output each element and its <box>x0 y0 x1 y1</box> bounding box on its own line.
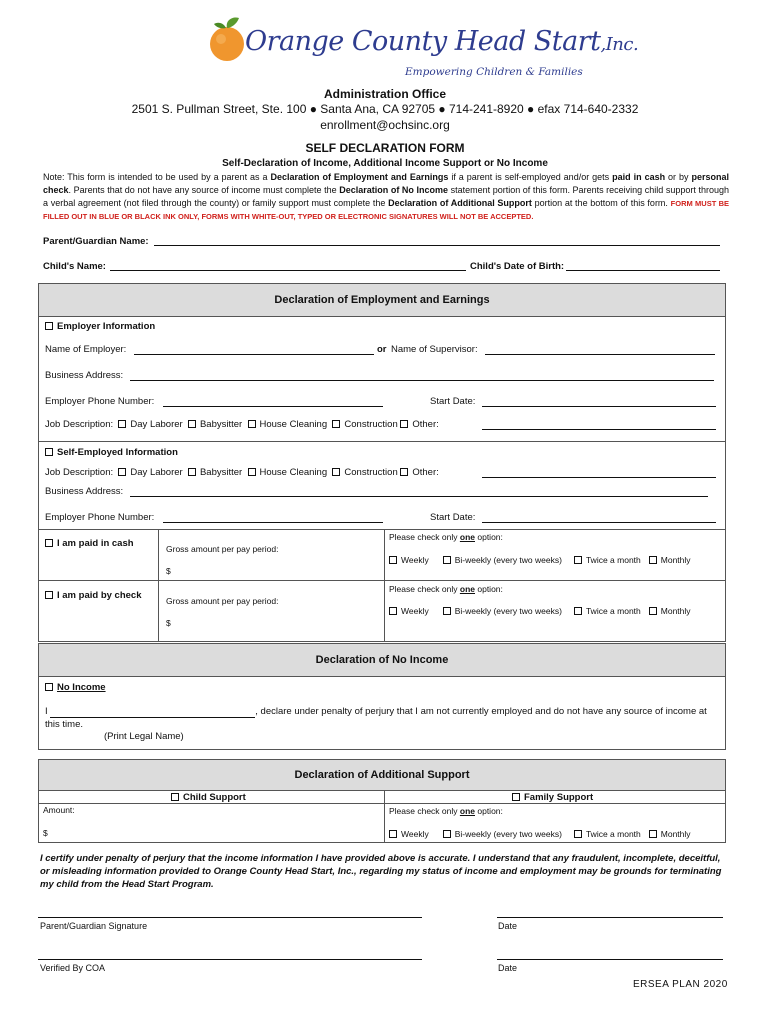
no-income-option: No Income <box>45 682 106 693</box>
start-date-label-2: Start Date: <box>430 512 476 523</box>
job-description-row-2: Job Description: Day Laborer Babysitter House Cleaning Construction Other: <box>45 467 439 478</box>
form-title: SELF DECLARATION FORM <box>305 141 465 155</box>
ink-warning: FORM MUST BE FILLED OUT IN BLUE OR BLACK INK ONLY, FORMS WITH WHITE-OUT, TYPED OR ELECTRONIC SIGNATURES WILL NOT BE ACCEPTED. <box>43 199 729 221</box>
paid-check-option: I am paid by check <box>45 590 141 601</box>
supervisor-field[interactable] <box>485 354 715 355</box>
weekly-checkbox-cash[interactable] <box>389 556 397 564</box>
form-note: Note: This form is intended to be used by a parent as a Declaration of Employment and Earnings if a parent is self-employed and/or gets paid in cash or by personal check. Parents that do not have any source of income must complete the Declaration of No Income statement portion of this form. Parents receiving child support through a verbal agreement (not filed through the county) or family support must complete the Declaration of Additional Support portion at the bottom of this form. FORM MUST BE FILLED OUT IN BLUE OR BLACK INK ONLY, FORMS WITH WHITE-OUT, TYPED OR ELECTRONIC SIGNATURES WILL NOT BE ACCEPTED. <box>43 172 729 221</box>
babysitter-checkbox[interactable] <box>188 420 196 428</box>
employer-phone-label: Employer Phone Number: <box>45 396 155 407</box>
child-dob-field[interactable] <box>566 270 720 271</box>
business-address-label: Business Address: <box>45 370 124 381</box>
business-address-label-2: Business Address: <box>45 486 124 497</box>
house-cleaning-checkbox-2[interactable] <box>248 468 256 476</box>
other-checkbox-2[interactable] <box>400 468 408 476</box>
gross-label-check: Gross amount per pay period: <box>166 596 279 606</box>
employer-info-checkbox[interactable] <box>45 322 53 330</box>
date-field-1[interactable] <box>497 917 723 918</box>
parent-signature-label: Parent/Guardian Signature <box>40 921 148 931</box>
business-address-field-2[interactable] <box>130 496 708 497</box>
twice-month-checkbox-cash[interactable] <box>574 556 582 564</box>
other-checkbox[interactable] <box>400 420 408 428</box>
certification-statement: I certify under penalty of perjury that the income information I have provided above is accurate. I understand that any fraudulent, incomplete, deceitful, or misleading information provided to Orange County Head Start, Inc., regarding my status of income and employment may be grounds for terminating my child from the Head Start Program. <box>40 853 722 890</box>
construction-checkbox-2[interactable] <box>332 468 340 476</box>
frequency-cash: Weekly Bi-weekly (every two weeks) Twice a month Monthly <box>389 555 724 565</box>
footer-plan: ERSEA PLAN 2020 <box>633 979 728 990</box>
child-support-checkbox[interactable] <box>171 793 179 801</box>
biweekly-checkbox-support[interactable] <box>443 830 451 838</box>
legal-name-field[interactable] <box>50 708 255 718</box>
check-one-cash: Please check only one option: <box>389 532 503 542</box>
employer-phone-field[interactable] <box>163 406 383 407</box>
employer-name-field[interactable] <box>134 354 374 355</box>
parent-signature-field[interactable] <box>38 917 422 918</box>
parent-name-label: Parent/Guardian Name: <box>43 236 149 247</box>
start-date-field-2[interactable] <box>482 522 716 523</box>
child-name-field[interactable] <box>110 270 466 271</box>
other-job-field-2[interactable] <box>482 477 716 478</box>
paid-cash-checkbox[interactable] <box>45 539 53 547</box>
date-field-2[interactable] <box>497 959 723 960</box>
verified-by-label: Verified By COA <box>40 963 106 973</box>
frequency-support: Weekly Bi-weekly (every two weeks) Twice a month Monthly <box>389 829 724 839</box>
office-email: enrollment@ochsinc.org <box>320 118 450 132</box>
no-income-checkbox[interactable] <box>45 683 53 691</box>
day-laborer-checkbox[interactable] <box>118 420 126 428</box>
child-name-label: Child's Name: <box>43 261 106 272</box>
babysitter-checkbox-2[interactable] <box>188 468 196 476</box>
start-date-field[interactable] <box>482 406 716 407</box>
start-date-label: Start Date: <box>430 396 476 407</box>
employer-name-label: Name of Employer: <box>45 344 127 355</box>
weekly-checkbox-support[interactable] <box>389 830 397 838</box>
employer-phone-field-2[interactable] <box>163 522 383 523</box>
supervisor-label: Name of Supervisor: <box>391 344 478 355</box>
other-job-field[interactable] <box>482 429 716 430</box>
office-title: Administration Office <box>323 87 446 101</box>
family-support-option: Family Support <box>512 792 593 803</box>
employer-phone-label-2: Employer Phone Number: <box>45 512 155 523</box>
company-logo <box>205 14 639 84</box>
dollar-cash: $ <box>166 566 171 576</box>
logo-brand-text: Orange County Head Start,Inc. <box>245 26 639 57</box>
orange-logo-icon <box>205 14 249 64</box>
verified-by-field[interactable] <box>38 959 422 960</box>
biweekly-checkbox-check[interactable] <box>443 607 451 615</box>
paid-check-checkbox[interactable] <box>45 591 53 599</box>
amount-dollar: $ <box>43 828 48 838</box>
self-employed-heading: Self-Employed Information <box>45 447 178 458</box>
date-label-1: Date <box>498 921 518 931</box>
no-income-section-header: Declaration of No Income <box>38 643 726 677</box>
amount-label: Amount: <box>43 805 75 815</box>
check-one-check: Please check only one option: <box>389 584 503 594</box>
day-laborer-checkbox-2[interactable] <box>118 468 126 476</box>
weekly-checkbox-check[interactable] <box>389 607 397 615</box>
child-support-option: Child Support <box>171 792 246 803</box>
construction-checkbox[interactable] <box>332 420 340 428</box>
family-support-checkbox[interactable] <box>512 793 520 801</box>
monthly-checkbox-cash[interactable] <box>649 556 657 564</box>
parent-name-field[interactable] <box>154 245 720 246</box>
employer-info-heading: Employer Information <box>45 321 155 332</box>
additional-support-section-header: Declaration of Additional Support <box>38 759 726 791</box>
print-name-caption: (Print Legal Name) <box>104 731 184 742</box>
monthly-checkbox-check[interactable] <box>649 607 657 615</box>
business-address-field[interactable] <box>130 380 714 381</box>
self-employed-checkbox[interactable] <box>45 448 53 456</box>
twice-month-checkbox-support[interactable] <box>574 830 582 838</box>
biweekly-checkbox-cash[interactable] <box>443 556 451 564</box>
logo-tagline: Empowering Children & Families <box>405 66 583 78</box>
office-address: 2501 S. Pullman Street, Ste. 100 ● Santa Ana, CA 92705 ● 714-241-8920 ● efax 714-640-2332 <box>131 102 639 116</box>
paid-cash-option: I am paid in cash <box>45 538 134 549</box>
gross-label-cash: Gross amount per pay period: <box>166 544 279 554</box>
monthly-checkbox-support[interactable] <box>649 830 657 838</box>
house-cleaning-checkbox[interactable] <box>248 420 256 428</box>
or-label: or <box>377 344 387 355</box>
dollar-check: $ <box>166 618 171 628</box>
twice-month-checkbox-check[interactable] <box>574 607 582 615</box>
date-label-2: Date <box>498 963 518 973</box>
form-subtitle: Self-Declaration of Income, Additional Income Support or No Income <box>222 158 548 169</box>
child-dob-label: Child's Date of Birth: <box>470 261 565 272</box>
check-one-support: Please check only one option: <box>389 806 503 816</box>
frequency-check: Weekly Bi-weekly (every two weeks) Twice a month Monthly <box>389 606 724 616</box>
job-description-row: Job Description: Day Laborer Babysitter House Cleaning Construction Other: <box>45 419 439 430</box>
no-income-statement: I , declare under penalty of perjury that I am not currently employed and do not have any source of income at this time. <box>45 706 707 730</box>
employment-section-header: Declaration of Employment and Earnings <box>38 283 726 317</box>
